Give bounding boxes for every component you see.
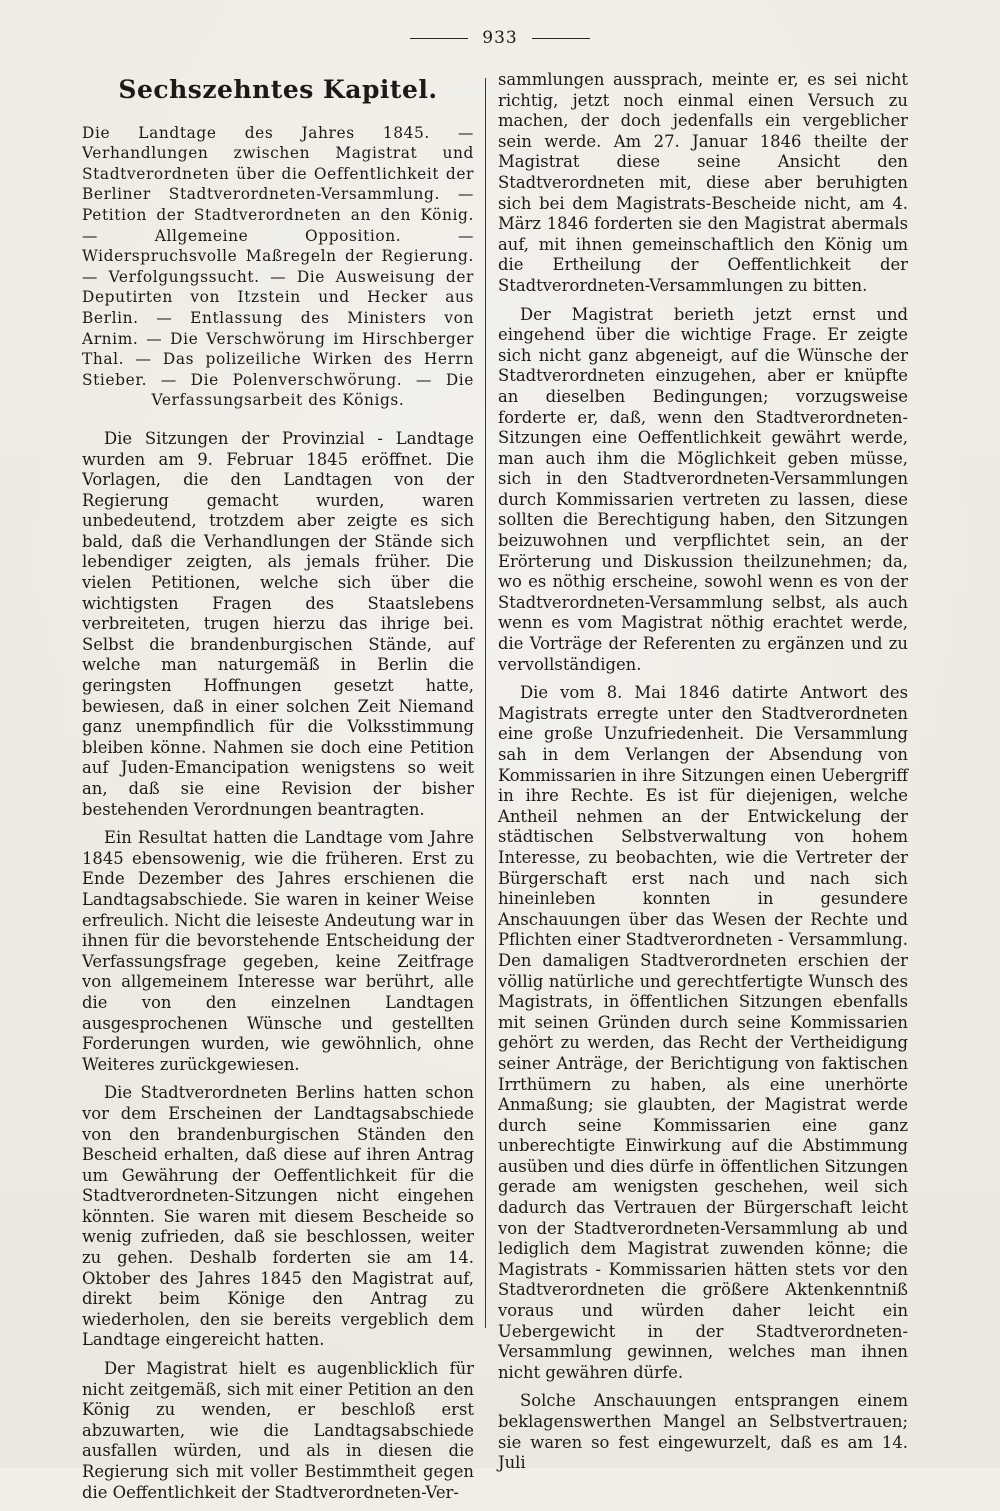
paragraph: Die Sitzungen der Provinzial - Landtage wurden am 9. Februar 1845 eröffnet. Die Vorlagen, die den Landtagen von der Regierung gemacht wurden, waren unbedeutend, trotzdem aber zeigte es sich bald, daß die Verhandlungen der Stände sich lebendiger zeigten, als jemals früher. Die vielen Petitionen, welche sich über die wichtigsten Fragen des Staatslebens verbreiteten, trugen hierzu das ihrige bei. Selbst die brandenburgischen Stände, auf welche man naturgemäß in Berlin die geringsten Hoffnungen gesetzt hatte, bewiesen, daß in einer solchen Zeit Niemand ganz unempfindlich für die Volksstimmung bleiben könne. Nahmen sie doch eine Petition auf Juden-Emancipation wenigstens so weit an, daß sie eine Revision der bisher bestehenden Verordnungen beantragten.: [82, 428, 474, 819]
chapter-summary: Die Landtage des Jahres 1845. — Verhandlungen zwischen Magistrat und Stadtverordneten über die Oeffentlichkeit der Berliner Stadtverordneten-Versammlung. — Petition der Stadtverordneten an den König. — Allgemeine Opposition. — Widerspruchsvolle Maßregeln der Regierung. — Verfolgungssucht. — Die Ausweisung der Deputirten von Itzstein und Hecker aus Berlin. — Entlassung des Ministers von Arnim. — Die Verschwörung im Hirschberger Thal. — Das polizeiliche Wirken des Herrn Stieber. — Die Polenverschwörung. — Die Verfassungsarbeit des Königs.: [82, 123, 474, 410]
page-number: 933: [482, 28, 518, 48]
header-rule-left: [410, 38, 468, 39]
column-divider: [485, 78, 486, 1328]
paragraph: Ein Resultat hatten die Landtage vom Jahre 1845 ebensowenig, wie die früheren. Erst zu Ende Dezember des Jahres erschienen die Landtagsabschiede. Sie waren in keiner Weise erfreulich. Nicht die leiseste Andeutung war in ihnen für die bevorstehende Entscheidung der Verfassungsfrage gegeben, keine Zeitfrage von allgemeinem Interesse war berührt, alle die von den einzelnen Landtagen ausgesprochenen Wünsche und gestellten Forderungen wurden, wie gewöhnlich, ohne Weiteres zurückgewiesen.: [82, 828, 474, 1074]
right-column: [498, 70, 908, 1482]
paragraph: Der Magistrat hielt es augenblicklich für nicht zeitgemäß, sich mit einer Petition an den König zu wenden, er beschloß erst abzuwarten, wie die Landtagsabschiede ausfallen würden, und als in diesen die Regierung sich mit voller Bestimmtheit gegen die Oeffentlichkeit der Stadtverordneten-Ver-: [82, 1359, 474, 1502]
paragraph: Der Magistrat berieth jetzt ernst und eingehend über die wichtige Frage. Er zeigte sich nicht ganz abgeneigt, auf die Wünsche der Stadtverordneten einzugehen, aber er knüpfte an dieselben Bedingungen; vorzugsweise forderte er, daß, wenn den Stadtverordneten-Sitzungen eine Oeffentlichkeit gewährt werde, man auch ihm die Möglichkeit geben müsse, sich in den Stadtverordneten-Versammlungen durch Kommissarien vertreten zu lassen, diese sollten die Berechtigung haben, den Sitzungen beizuwohnen und verpflichtet sein, an der Erörterung und Diskussion theilzunehmen; da, wo es nöthig erscheine, sowohl wenn es von der Stadtverordneten-Versammlung selbst, als auch wenn es vom Magistrat nöthig erachtet werde, die Vorträge der Referenten zu ergänzen und zu vervollständigen.: [498, 304, 908, 674]
paragraph: Die vom 8. Mai 1846 datirte Antwort des Magistrats erregte unter den Stadtverordneten eine große Unzufriedenheit. Die Versammlung sah in dem Verlangen der Absendung von Kommissarien in ihre Sitzungen einen Uebergriff in ihre Rechte. Es ist für diejenigen, welche Antheil nehmen an der Entwickelung der städtischen Selbstverwaltung von hohem Interesse, zu beobachten, wie die Vertreter der Bürgerschaft erst nach und nach sich hineinleben konnten in gesundere Anschauungen über das Wesen der Rechte und Pflichten einer Stadtverordneten - Versammlung. Den damaligen Stadtverordneten erschien der völlig natürliche und gerechtfertigte Wunsch des Magistrats, in öffentlichen Sitzungen ebenfalls mit seinen Gründen durch seine Kommissarien gehört zu werden, das Recht der Vertheidigung seiner Anträge, der Berichtigung von faktischen Irrthümern zu haben, als eine unerhörte Anmaßung; sie glaubten, der Magistrat werde durch seine Kommissarien eine ganz unberechtigte Einwirkung auf die Abstimmung ausüben und dies dürfe in öffentlichen Sitzungen gerade am wenigsten geschehen, weil sich dadurch das Vertrauen der Bürgerschaft leicht von der Stadtverordneten-Versammlung ab und lediglich dem Magistrat zuwenden könne; die Magistrats - Kommissarien hätten stets vor den Stadtverordneten die größere Aktenkenntniß voraus und würden daher leicht ein Uebergewicht in der Stadtverordneten-Versammlung gewinnen, welches man ihnen nicht gewähren dürfe.: [498, 683, 908, 1382]
chapter-title: Sechszehntes Kapitel.: [118, 75, 438, 104]
left-column: [82, 70, 474, 1511]
page-header: [0, 28, 1000, 48]
paragraph: Solche Anschauungen entsprangen einem beklagenswerthen Mangel an Selbstvertrauen; sie waren so fest eingewurzelt, daß es am 14. Juli: [498, 1391, 908, 1473]
header-rule-right: [532, 38, 590, 39]
paragraph: sammlungen aussprach, meinte er, es sei nicht richtig, jetzt noch einmal einen Versuch zu machen, der doch jedenfalls ein vergeblicher sein werde. Am 27. Januar 1846 theilte der Magistrat diese seine Ansicht den Stadtverordneten mit, diese aber beruhigten sich bei dem Magistrats-Bescheide nicht, am 4. März 1846 forderten sie den Magistrat abermals auf, mit ihnen gemeinschaftlich den König um die Ertheilung der Oeffentlichkeit der Stadtverordneten-Versammlungen zu bitten.: [498, 70, 908, 295]
paragraph: Die Stadtverordneten Berlins hatten schon vor dem Erscheinen der Landtagsabschiede von den brandenburgischen Ständen den Bescheid erhalten, daß diese auf ihren Antrag um Gewährung der Oeffentlichkeit für die Stadtverordneten-Sitzungen nicht eingehen könnten. Sie waren mit diesem Bescheide so wenig zufrieden, daß sie beschlossen, weiter zu gehen. Deshalb forderten sie am 14. Oktober des Jahres 1845 den Magistrat auf, direkt beim Könige den Antrag zu wiederholen, den sie bereits vergeblich dem Landtage eingereicht hatten.: [82, 1083, 474, 1350]
